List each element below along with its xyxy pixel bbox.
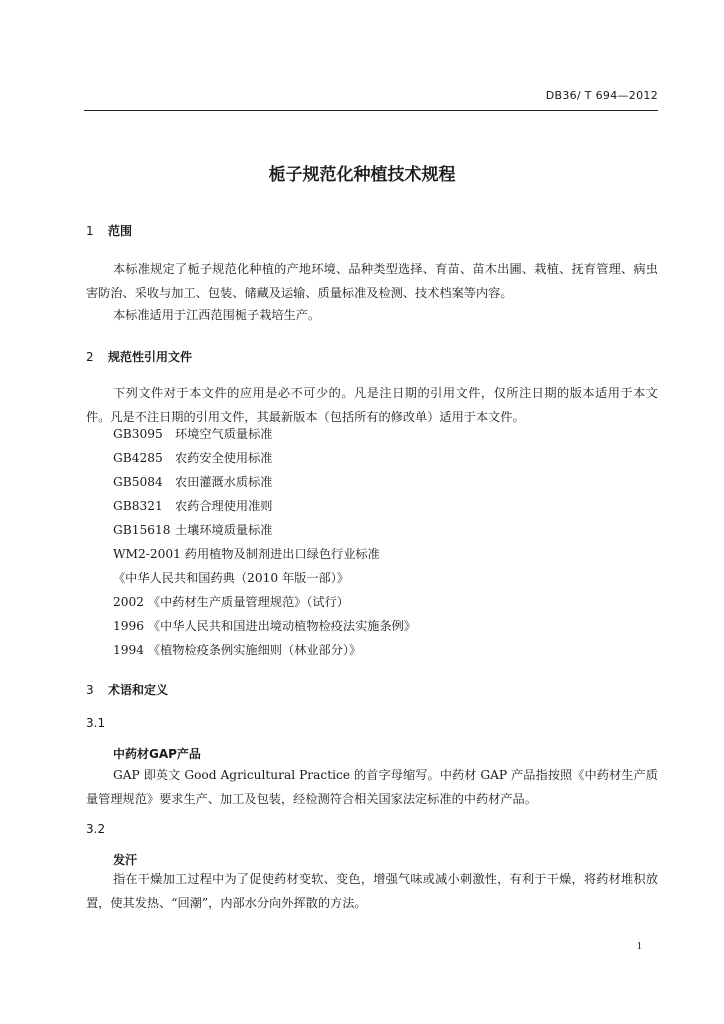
reference-item: 2002 《中药材生产质量管理规范》（试行）	[113, 595, 349, 609]
reference-item: 《中华人民共和国药典（2010 年版一部）》	[113, 571, 349, 585]
reference-code: GB8321	[113, 499, 163, 513]
section-2-heading	[86, 348, 192, 365]
reference-name: 土壤环境质量标准	[175, 523, 273, 537]
reference-item	[113, 518, 416, 542]
page-number: 1	[636, 940, 642, 952]
term-3-2-name: 发汗	[113, 853, 138, 867]
reference-item: WM2-2001 药用植物及制剂进出口绿色行业标准	[113, 547, 380, 561]
term-3-1-name: 中药材GAP产品	[113, 747, 201, 761]
reference-item: 1996 《中华人民共和国进出境动植物检疫法实施条例》	[113, 619, 417, 633]
page-title: 栀子规范化种植技术规程	[268, 165, 456, 185]
reference-code: GB15618	[113, 523, 171, 537]
term-3-1-definition: GAP 即英文 Good Agricultural Practice 的首字母缩写。中药材 GAP 产品指按照《中药材生产质量管理规范》要求生产、加工及包装，经检测符合相关国家法定标准的中药材产品。	[86, 768, 658, 806]
section-1-paragraph-1: 本标准规定了栀子规范化种植的产地环境、品种类型选择、育苗、苗木出圃、栽植、抚育管理、病虫害防治、采收与加工、包装、储藏及运输、质量标准及检测、技术档案等内容。	[86, 262, 658, 300]
term-3-2-number: 3.2	[86, 822, 106, 836]
section-title: 规范性引用文件	[108, 350, 193, 364]
header-rule	[84, 110, 658, 111]
reference-code: GB4285	[113, 451, 163, 465]
reference-name: 环境空气质量标准	[175, 427, 273, 441]
section-number: 1	[86, 224, 94, 238]
section-number: 2	[86, 350, 94, 364]
section-title: 术语和定义	[108, 683, 169, 697]
reference-item	[113, 470, 416, 494]
reference-code: GB3095	[113, 427, 163, 441]
reference-item	[113, 494, 416, 518]
section-1-heading	[86, 222, 132, 239]
reference-item	[113, 446, 416, 470]
section-number: 3	[86, 683, 94, 697]
reference-item: 1994 《植物检疫条例实施细则（林业部分）》	[113, 643, 362, 657]
section-2-paragraph-1: 下列文件对于本文件的应用是必不可少的。凡是注日期的引用文件，仅所注日期的版本适用于本文件。凡是不注日期的引用文件，其最新版本（包括所有的修改单）适用于本文件。	[86, 386, 658, 424]
section-1-paragraph-2: 本标准适用于江西范围栀子栽培生产。	[113, 308, 321, 322]
reference-name: 农药合理使用准则	[175, 499, 273, 513]
term-3-2-definition: 指在干燥加工过程中为了促使药材变软、变色，增强气味或减小刺激性，有利于干燥，将药材堆积放置，使其发热、“回潮”，内部水分向外挥散的方法。	[86, 872, 658, 910]
normative-references-list	[113, 422, 416, 662]
reference-name: 农田灌溉水质标准	[175, 475, 273, 489]
section-3-heading	[86, 681, 168, 698]
reference-name: 农药安全使用标准	[175, 451, 273, 465]
reference-item	[113, 422, 416, 446]
document-code: DB36/ T 694—2012	[545, 89, 658, 102]
reference-code: GB5084	[113, 475, 163, 489]
term-3-1-number: 3.1	[86, 716, 106, 730]
section-title: 范围	[108, 224, 133, 238]
